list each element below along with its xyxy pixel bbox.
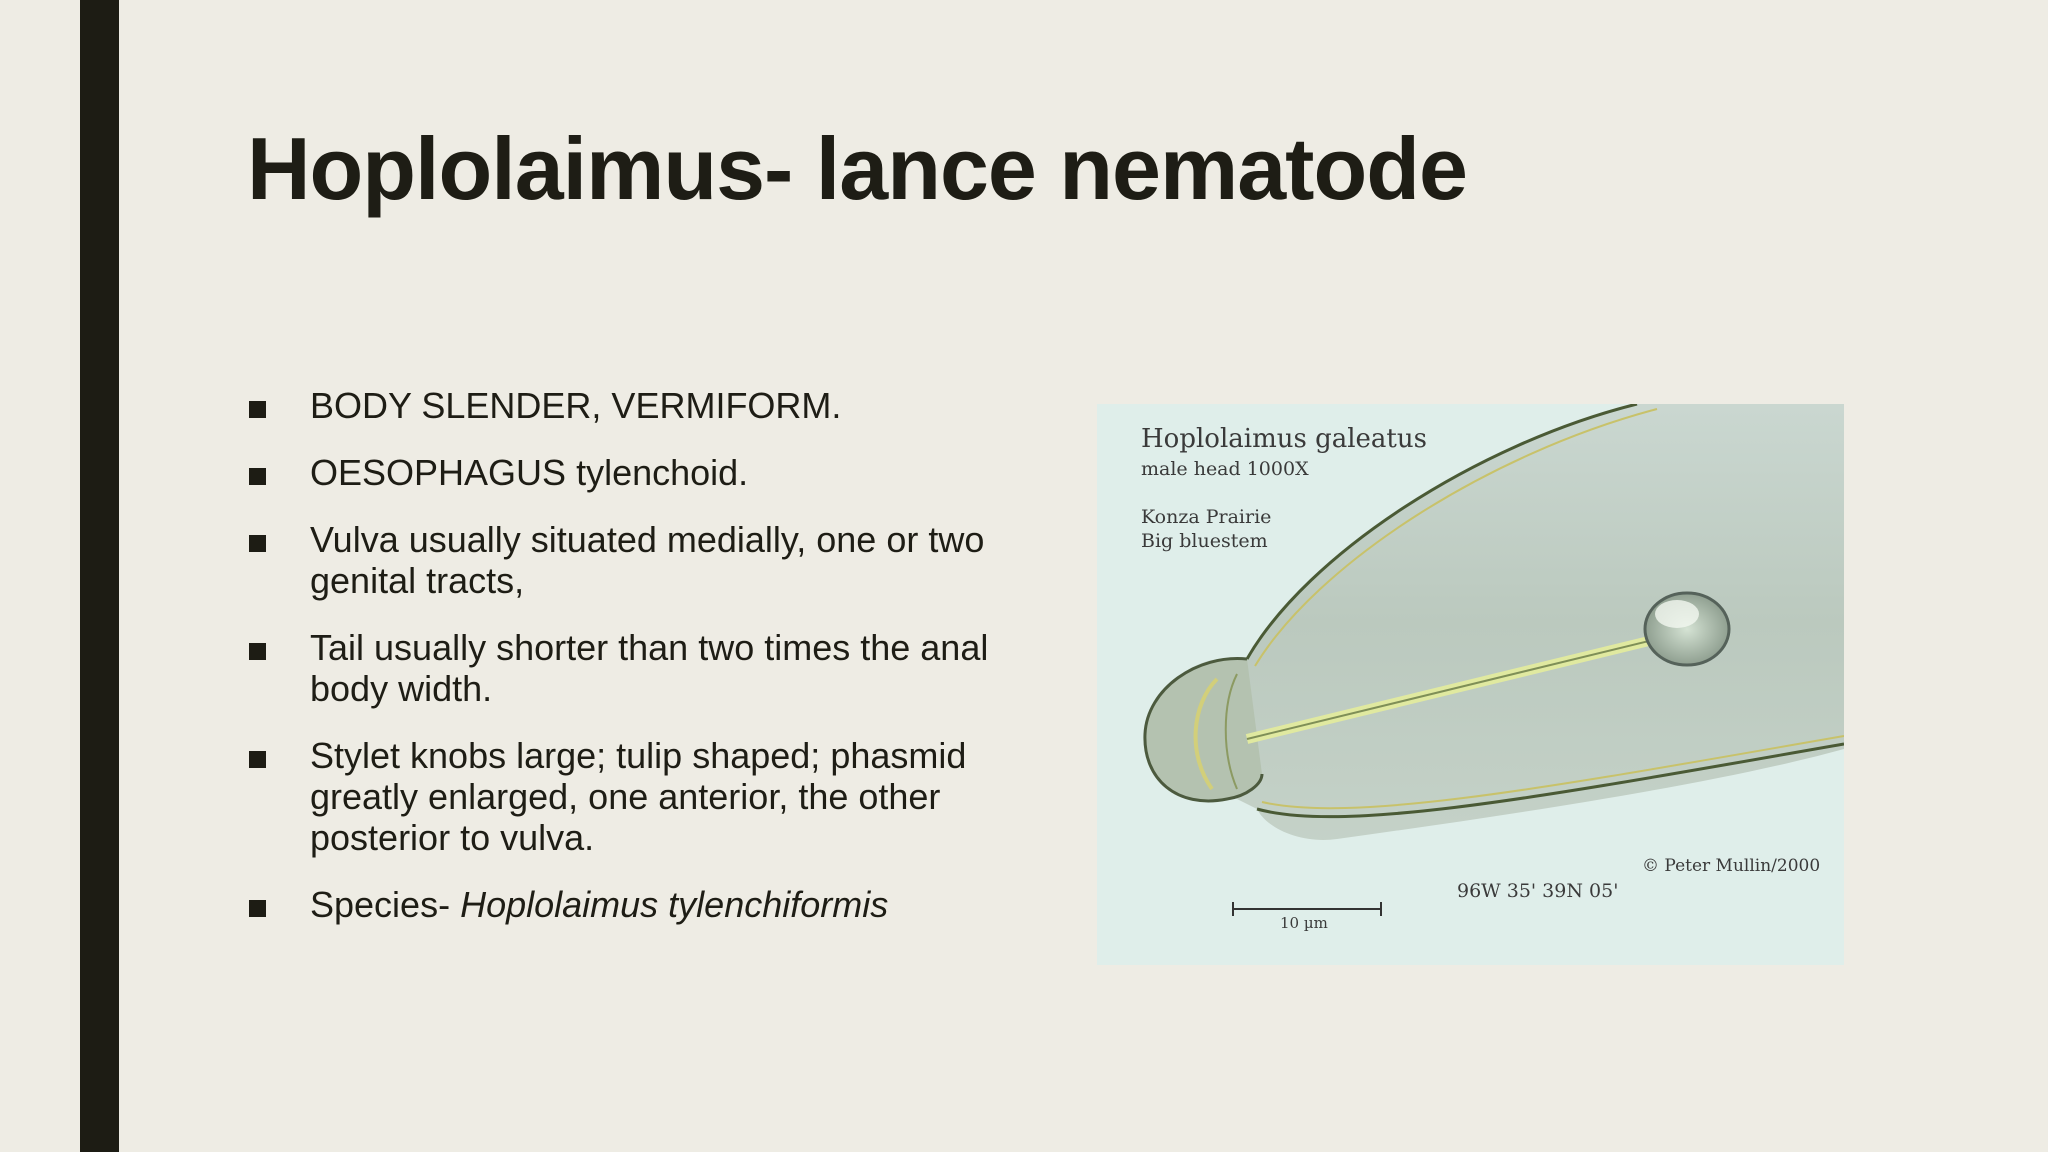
figure-host-label: Big bluestem [1141,530,1268,552]
bullet-text: Vulva usually situated medially, one or two genital tracts, [310,519,985,601]
figure-magnification-label: male head 1000X [1141,458,1309,480]
bullet-list [247,385,1007,951]
bullet-marker-icon [249,900,266,917]
bullet-text: OESOPHAGUS tylenchoid. [310,452,749,493]
bullet-text: BODY SLENDER, VERMIFORM. [310,385,842,426]
figure-coordinates: 96W 35' 39N 05' [1457,880,1619,902]
bullet-marker-icon [249,468,266,485]
figure-species-label: Hoplolaimus galeatus [1141,424,1427,454]
bullet-marker-icon [249,401,266,418]
slide-title: Hoplolaimus- lance nematode [247,119,1467,218]
bullet-item [247,519,1007,601]
accent-side-bar [80,0,119,1152]
nematode-micrograph [1097,404,1844,965]
figure-location-label: Konza Prairie [1141,506,1272,528]
bullet-text-prefix: Species- [310,884,461,925]
bullet-item [247,884,1007,925]
bullet-text: Tail usually shorter than two times the anal body width. [310,627,989,709]
scale-bar-label: 10 µm [1280,914,1328,932]
bullet-item [247,452,1007,493]
figure-credit: © Peter Mullin/2000 [1642,856,1821,876]
bullet-marker-icon [249,535,266,552]
bullet-marker-icon [249,751,266,768]
bullet-item [247,385,1007,426]
bullet-text: Stylet knobs large; tulip shaped; phasmid greatly enlarged, one anterior, the other posterior to vulva. [310,735,967,858]
bullet-item [247,735,1007,858]
bullet-marker-icon [249,643,266,660]
species-name: Hoplolaimus tylenchiformis [460,884,889,925]
bullet-item [247,627,1007,709]
